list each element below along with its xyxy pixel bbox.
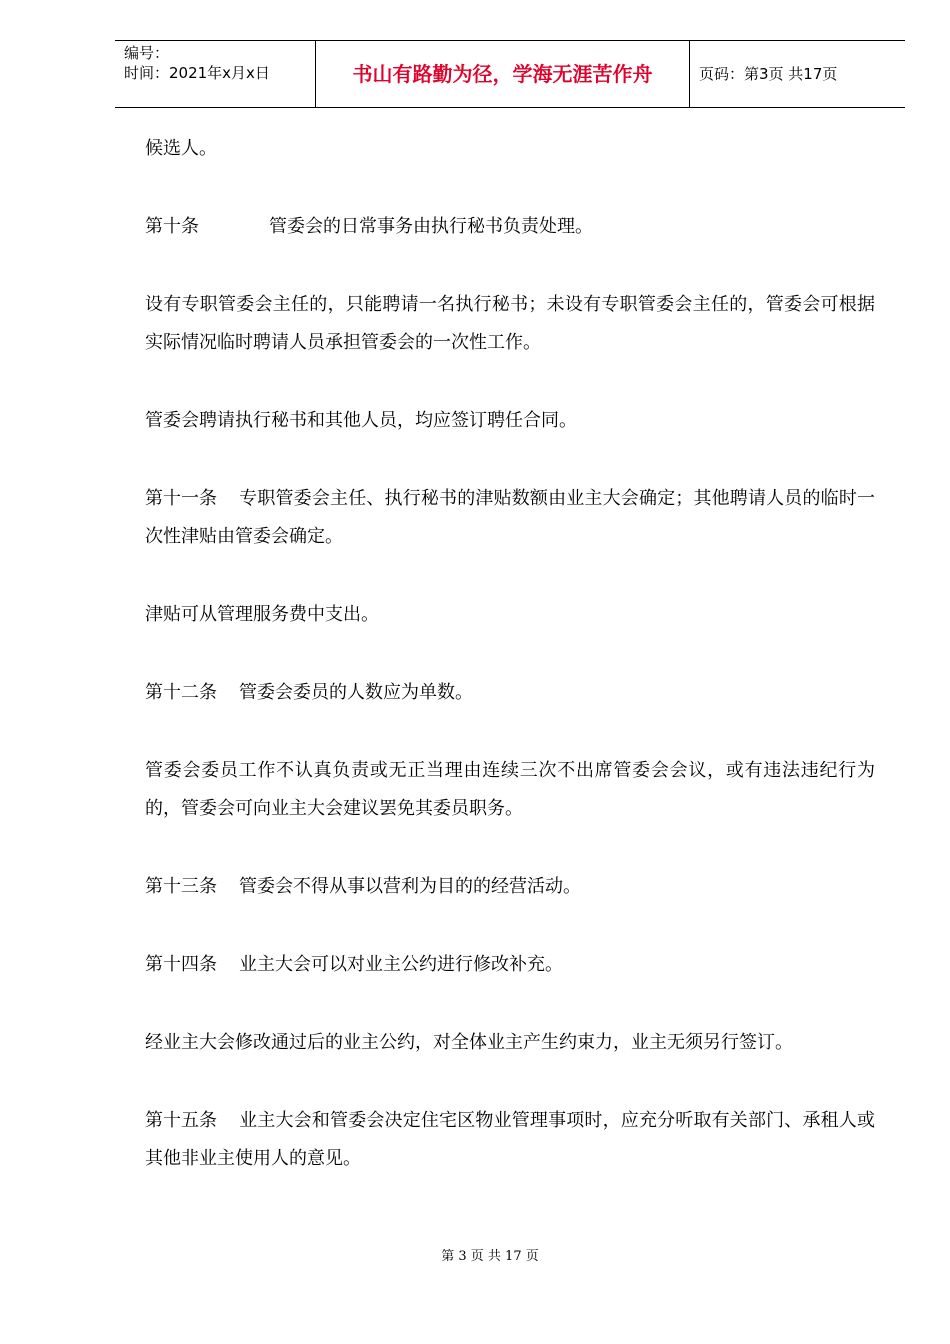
paragraph-text: 设有专职管委会主任的，只能聘请一名执行秘书；未设有专职管委会主任的，管委会可根据实际情况临时聘请人员承担管委会的一次性工作。: [145, 294, 875, 353]
paragraph-article-11: [145, 480, 875, 556]
paragraph: [145, 286, 875, 362]
paragraph-text: 经业主大会修改通过后的业主公约，对全体业主产生约束力，业主无须另行签订。: [145, 1032, 793, 1053]
header-meta: [115, 41, 316, 107]
paragraph-text: 管委会聘请执行秘书和其他人员，均应签订聘任合同。: [145, 410, 577, 431]
article-number: 第十四条: [145, 954, 217, 975]
header-motto: 书山有路勤为径，学海无涯苦作舟: [316, 41, 690, 107]
paragraph-article-13: [145, 868, 875, 906]
page-header: [115, 40, 905, 108]
number-label: 编号：: [124, 44, 170, 62]
paragraph-text: 管委会不得从事以营利为目的的经营活动。: [239, 876, 581, 897]
article-number: 第十三条: [145, 876, 217, 897]
paragraph: [145, 596, 875, 634]
paragraph-article-12: [145, 674, 875, 712]
paragraph-article-14: [145, 946, 875, 984]
document-body: [145, 130, 875, 1178]
paragraph-text: 候选人。: [145, 138, 217, 159]
paragraph-article-15: [145, 1102, 875, 1178]
paragraph: [145, 752, 875, 828]
paragraph-article-10: [145, 208, 875, 246]
date-label: 时间：2021年x月x日: [124, 64, 270, 82]
article-number: 第十一条: [145, 488, 217, 509]
paragraph-text: 专职管委会主任、执行秘书的津贴数额由业主大会确定；其他聘请人员的临时一次性津贴由管委会确定。: [145, 488, 875, 547]
paragraph-text: 管委会委员的人数应为单数。: [239, 682, 473, 703]
article-number: 第十条: [145, 216, 199, 237]
paragraph-text: 业主大会和管委会决定住宅区物业管理事项时，应充分听取有关部门、承租人或其他非业主使用人的意见。: [145, 1110, 875, 1169]
paragraph-text: 管委会的日常事务由执行秘书负责处理。: [269, 216, 593, 237]
paragraph: [145, 1024, 875, 1062]
paragraph-text: 津贴可从管理服务费中支出。: [145, 604, 379, 625]
paragraph: [145, 402, 875, 440]
paragraph-text: 管委会委员工作不认真负责或无正当理由连续三次不出席管委会会议，或有违法违纪行为的，管委会可向业主大会建议罢免其委员职务。: [145, 760, 875, 819]
paragraph: [145, 130, 875, 168]
header-page-number: 页码：第3页 共17页: [699, 65, 838, 83]
article-number: 第十五条: [145, 1110, 217, 1131]
paragraph-text: 业主大会可以对业主公约进行修改补充。: [239, 954, 563, 975]
article-number: 第十二条: [145, 682, 217, 703]
page-footer: 第 3 页 共 17 页: [441, 1249, 539, 1264]
